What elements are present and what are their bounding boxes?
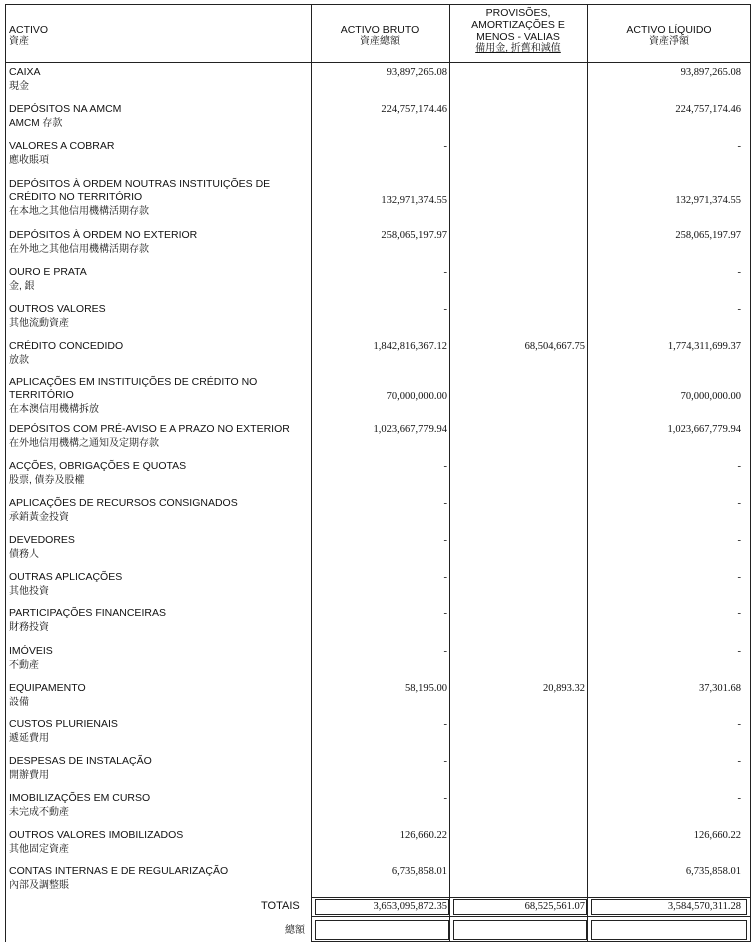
cell-activo-liquido: 70,000,000.00: [680, 391, 741, 402]
row-label: [9, 534, 305, 561]
cell-activo-liquido: -: [737, 141, 741, 152]
cell-activo-bruto: -: [443, 498, 447, 509]
cell-activo-liquido: 6,735,858.01: [685, 866, 741, 877]
header-liquido-zh: 資產淨額: [649, 36, 689, 47]
row-label-zh: 放款: [9, 355, 29, 366]
cell-activo-bruto: 70,000,000.00: [386, 391, 447, 402]
totals-divider: [311, 916, 751, 917]
cell-activo-bruto: 6,735,858.01: [391, 866, 447, 877]
total-activo-liquido: 3,584,570,311.28: [667, 901, 741, 912]
row-label-pt: OURO E PRATA: [9, 266, 87, 278]
cell-activo-bruto: -: [443, 646, 447, 657]
row-label-zh: 遞延費用: [9, 733, 49, 744]
header-provisoes: [449, 7, 587, 55]
row-label-zh: 內部及調整賬: [9, 880, 69, 891]
cell-activo-bruto: 224,757,174.46: [381, 104, 447, 115]
cell-activo-bruto: -: [443, 304, 447, 315]
cell-activo-liquido: 224,757,174.46: [675, 104, 741, 115]
totals-label: TOTAIS: [261, 900, 300, 912]
row-label-pt: DEPÓSITOS COM PRÉ-AVISO E A PRAZO NO EXTERIOR: [9, 423, 290, 435]
header-activo: [9, 24, 48, 48]
row-label: [9, 571, 305, 598]
column-divider: [449, 4, 450, 942]
header-provisoes-line1: PROVISÕES,: [485, 7, 551, 19]
row-label-pt: APLICAÇÕES EM INSTITUIÇÕES DE CRÉDITO NO TERRITÓRIO: [9, 376, 258, 401]
row-label-pt: DEPÓSITOS NA AMCM: [9, 103, 122, 115]
header-bruto-zh: 資產總額: [360, 36, 400, 47]
cell-activo-bruto: -: [443, 719, 447, 730]
row-label: [9, 607, 305, 634]
row-label-pt: ACÇÕES, OBRIGAÇÕES E QUOTAS: [9, 460, 187, 472]
row-label-zh: 其他流動資產: [9, 318, 69, 329]
cell-activo-liquido: -: [737, 608, 741, 619]
row-label-zh: 設備: [9, 697, 29, 708]
row-label-pt: EQUIPAMENTO: [9, 682, 86, 694]
cell-activo-liquido: -: [737, 535, 741, 546]
row-label: [9, 718, 305, 745]
cell-activo-bruto: 258,065,197.97: [381, 230, 447, 241]
row-label-zh: 未完成不動產: [9, 807, 69, 818]
cell-activo-liquido: -: [737, 304, 741, 315]
cell-activo-liquido: -: [737, 572, 741, 583]
cell-activo-bruto: -: [443, 535, 447, 546]
totals-box-zh-liquido: [591, 920, 747, 940]
row-label: [9, 460, 305, 487]
row-label-pt: OUTROS VALORES: [9, 303, 106, 315]
row-label: [9, 682, 305, 709]
cell-activo-liquido: -: [737, 498, 741, 509]
cell-activo-liquido: 37,301.68: [699, 683, 741, 694]
cell-activo-liquido: 1,023,667,779.94: [667, 424, 741, 435]
row-label-zh: 其他固定資產: [9, 844, 69, 855]
cell-provisoes: 20,893.32: [543, 683, 585, 694]
table-left-border: [5, 4, 6, 942]
cell-activo-bruto: 58,195.00: [405, 683, 447, 694]
row-label: [9, 829, 305, 856]
row-label: [9, 140, 305, 167]
table-right-border: [750, 4, 751, 942]
row-label-pt: CONTAS INTERNAS E DE REGULARIZAÇÃO: [9, 865, 229, 877]
cell-provisoes: 68,504,667.75: [524, 341, 585, 352]
cell-activo-bruto: 1,842,816,367.12: [373, 341, 447, 352]
row-label: [9, 792, 305, 819]
row-label-zh: 開辦費用: [9, 770, 49, 781]
row-label: [9, 645, 305, 672]
row-label-pt: DESPESAS DE INSTALAÇÃO: [9, 755, 152, 767]
header-activo-zh: 資產: [9, 36, 29, 47]
header-provisoes-line3: MENOS - VALIAS: [476, 31, 560, 43]
cell-activo-bruto: 1,023,667,779.94: [373, 424, 447, 435]
cell-activo-liquido: -: [737, 719, 741, 730]
row-label: [9, 755, 305, 782]
row-label-pt: DEPÓSITOS À ORDEM NOUTRAS INSTITUIÇÕES DE CRÉDITO NO TERRITÓRIO: [9, 178, 271, 203]
cell-activo-bruto: 126,660.22: [399, 830, 447, 841]
row-label-zh: 在本地之其他信用機構活期存款: [9, 206, 149, 217]
row-label-zh: 在外地信用機構之通知及定期存款: [9, 438, 159, 449]
header-bottom-border: [5, 62, 751, 63]
header-provisoes-zh: 備用金, 折舊和減值: [475, 43, 561, 54]
row-label-zh: AMCM 存款: [9, 118, 63, 129]
cell-activo-liquido: -: [737, 646, 741, 657]
totals-box-zh-bruto: [315, 920, 449, 940]
row-label-pt: CRÉDITO CONCEDIDO: [9, 340, 124, 352]
cell-activo-bruto: -: [443, 572, 447, 583]
row-label: [9, 865, 305, 892]
totals-box-zh-provisoes: [453, 920, 587, 940]
cell-activo-bruto: -: [443, 793, 447, 804]
row-label-pt: DEVEDORES: [9, 534, 75, 546]
row-label-zh: 應收賬項: [9, 155, 49, 166]
row-label: [9, 376, 305, 416]
row-label: [9, 66, 305, 93]
cell-activo-bruto: -: [443, 141, 447, 152]
row-label-zh: 財務投資: [9, 622, 49, 633]
row-label-pt: CUSTOS PLURIENAIS: [9, 718, 118, 730]
row-label-pt: IMÓVEIS: [9, 645, 53, 657]
table-bottom-border: [311, 941, 751, 942]
row-label: [9, 303, 305, 330]
row-label-zh: 在外地之其他信用機構活期存款: [9, 244, 149, 255]
cell-activo-bruto: -: [443, 461, 447, 472]
cell-activo-liquido: 93,897,265.08: [680, 67, 741, 78]
header-liquido: [587, 24, 751, 48]
column-divider: [311, 4, 312, 942]
row-label: [9, 229, 305, 256]
header-provisoes-line2: AMORTIZAÇÕES E: [471, 19, 565, 31]
cell-activo-bruto: -: [443, 267, 447, 278]
header-bruto: [311, 24, 449, 48]
cell-activo-liquido: -: [737, 267, 741, 278]
cell-activo-liquido: 258,065,197.97: [675, 230, 741, 241]
total-activo-bruto: 3,653,095,872.35: [373, 901, 447, 912]
row-label-pt: DEPÓSITOS À ORDEM NO EXTERIOR: [9, 229, 198, 241]
row-label-pt: OUTRAS APLICAÇÕES: [9, 571, 123, 583]
row-label-pt: OUTROS VALORES IMOBILIZADOS: [9, 829, 184, 841]
row-label: [9, 497, 305, 524]
total-provisoes: 68,525,561.07: [524, 901, 585, 912]
cell-activo-bruto: -: [443, 608, 447, 619]
cell-activo-liquido: 126,660.22: [693, 830, 741, 841]
row-label: [9, 423, 305, 450]
row-label-pt: CAIXA: [9, 66, 41, 78]
cell-activo-liquido: 1,774,311,699.37: [667, 341, 741, 352]
column-divider: [587, 4, 588, 942]
table-top-border: [5, 4, 751, 5]
cell-activo-liquido: -: [737, 461, 741, 472]
cell-activo-liquido: -: [737, 756, 741, 767]
row-label-pt: APLICAÇÕES DE RECURSOS CONSIGNADOS: [9, 497, 238, 509]
row-label: [9, 340, 305, 367]
row-label: [9, 103, 305, 130]
row-label-zh: 其他投資: [9, 586, 49, 597]
header-bruto-label: ACTIVO BRUTO: [340, 24, 420, 36]
header-liquido-label: ACTIVO LÍQUIDO: [626, 24, 712, 36]
totals-label-zh: 總額: [285, 925, 305, 936]
row-label-zh: 債務人: [9, 549, 39, 560]
cell-activo-bruto: 132,971,374.55: [381, 195, 447, 206]
row-label-zh: 現金: [9, 81, 29, 92]
header-activo-label: ACTIVO: [9, 24, 49, 36]
row-label-zh: 不動產: [9, 660, 39, 671]
cell-activo-bruto: -: [443, 756, 447, 767]
cell-activo-bruto: 93,897,265.08: [386, 67, 447, 78]
balance-sheet-table: [5, 4, 751, 942]
row-label-pt: IMOBILIZAÇÕES EM CURSO: [9, 792, 151, 804]
row-label: [9, 266, 305, 293]
totals-top-border: [311, 897, 751, 898]
row-label-zh: 承銷黃金投資: [9, 512, 69, 523]
row-label-pt: PARTICIPAÇÕES FINANCEIRAS: [9, 607, 166, 619]
cell-activo-liquido: -: [737, 793, 741, 804]
cell-activo-liquido: 132,971,374.55: [675, 195, 741, 206]
row-label-zh: 金, 銀: [9, 281, 35, 292]
row-label: [9, 178, 305, 218]
row-label-zh: 股票, 債券及股權: [9, 475, 85, 486]
row-label-zh: 在本澳信用機構拆放: [9, 404, 99, 415]
row-label-pt: VALORES A COBRAR: [9, 140, 115, 152]
